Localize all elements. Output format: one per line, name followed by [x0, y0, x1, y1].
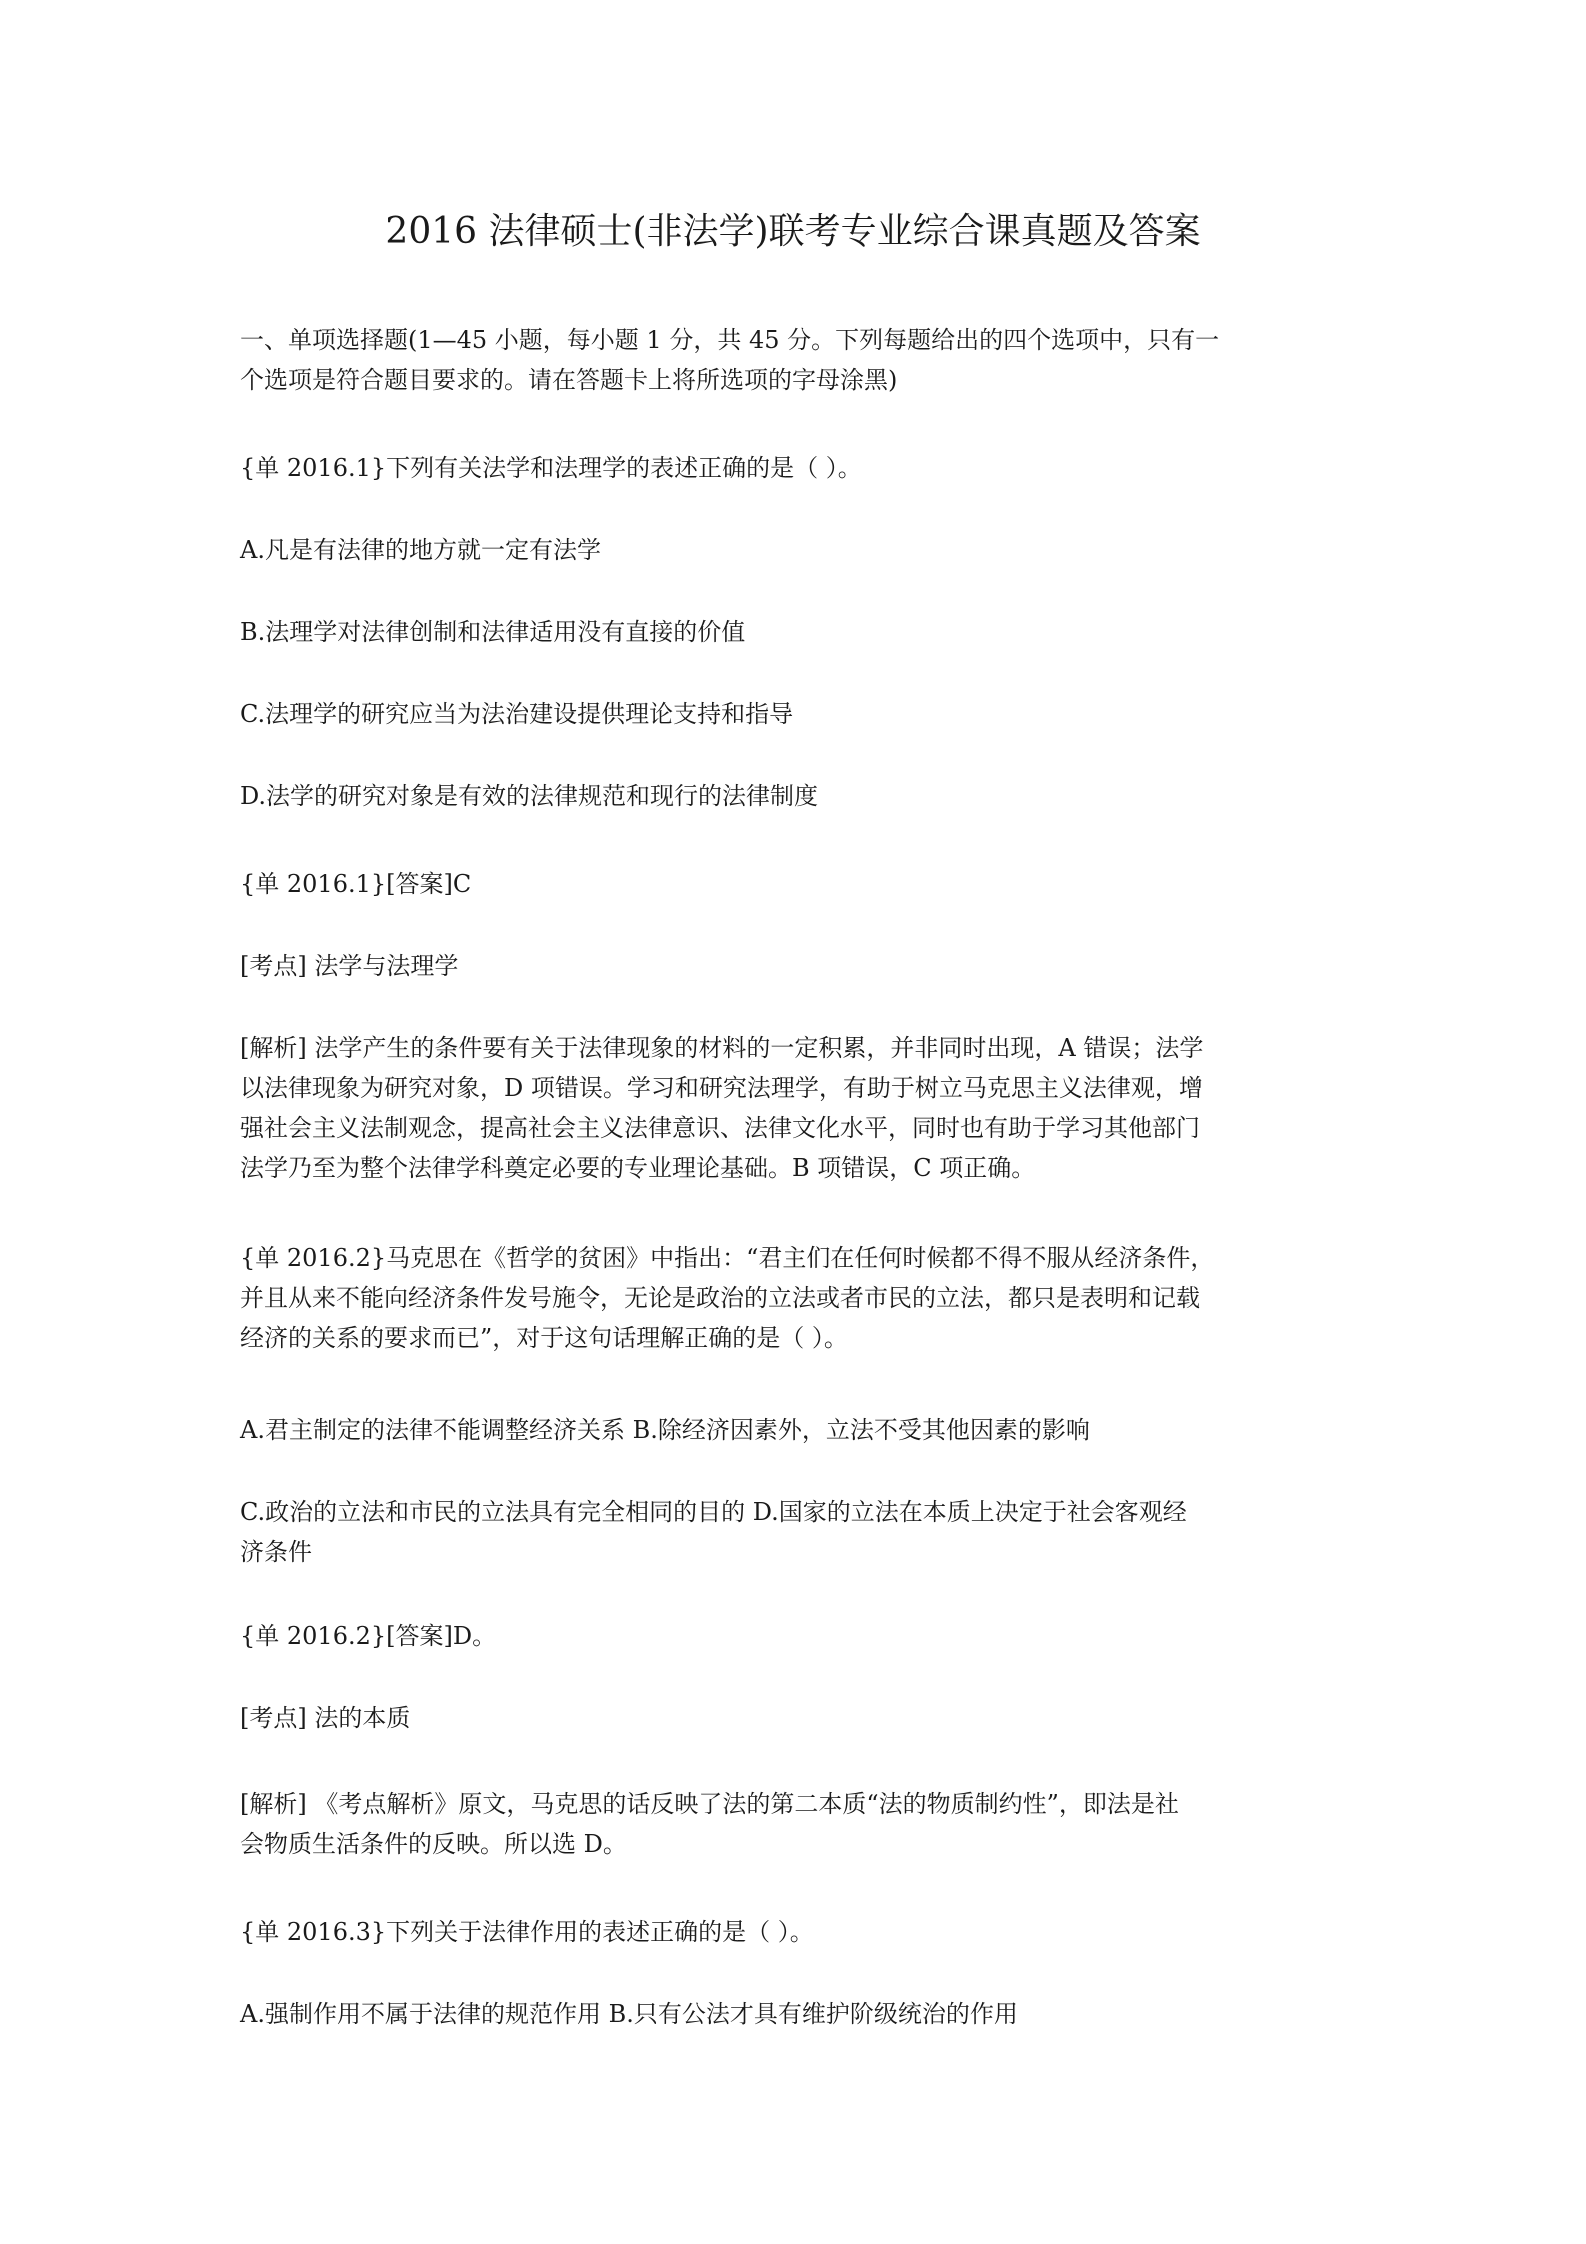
question-2-key-point: [考点] 法的本质	[240, 1704, 411, 1732]
analysis-line: [解析] 法学产生的条件要有关于法律现象的材料的一定积累，并非同时出现，A 错误；法学	[240, 1034, 1204, 1062]
question-1-option-a: A.凡是有法律的地方就一定有法学	[240, 536, 601, 564]
option-line: 济条件	[240, 1538, 312, 1566]
section-instructions	[240, 320, 1354, 400]
analysis-line: 法学乃至为整个法律学科奠定必要的专业理论基础。B 项错误，C 项正确。	[240, 1154, 1036, 1182]
question-1-option-b: B.法理学对法律创制和法律适用没有直接的价值	[240, 618, 746, 646]
question-1-option-d: D.法学的研究对象是有效的法律规范和现行的法律制度	[240, 782, 819, 810]
question-3-options-ab: A.强制作用不属于法律的规范作用 B.只有公法才具有维护阶级统治的作用	[240, 2000, 1018, 2028]
document-title: 2016 法律硕士(非法学)联考专业综合课真题及答案	[385, 211, 1201, 252]
question-2-answer: {单 2016.2}[答案]D。	[240, 1622, 497, 1650]
stem-line: 经济的关系的要求而已”，对于这句话理解正确的是（ ）。	[240, 1324, 848, 1352]
question-2-options-ab: A.君主制定的法律不能调整经济关系 B.除经济因素外，立法不受其他因素的影响	[240, 1416, 1090, 1444]
question-1-stem: {单 2016.1}下列有关法学和法理学的表述正确的是（ ）。	[240, 454, 862, 482]
analysis-line: 会物质生活条件的反映。所以选 D。	[240, 1830, 627, 1858]
stem-line: {单 2016.2}马克思在《哲学的贫困》中指出：“君主们在任何时候都不得不服从经济条件，	[240, 1244, 1215, 1272]
instruction-line: 个选项是符合题目要求的。请在答题卡上将所选项的字母涂黑)	[240, 366, 898, 394]
analysis-line: 以法律现象为研究对象，D 项错误。学习和研究法理学，有助于树立马克思主义法律观，增	[240, 1074, 1203, 1102]
stem-line: 并且从来不能向经济条件发号施令，无论是政治的立法或者市民的立法，都只是表明和记载	[240, 1284, 1200, 1312]
question-1-key-point: [考点] 法学与法理学	[240, 952, 459, 980]
question-2-stem	[240, 1238, 1354, 1358]
question-2-options-cd	[240, 1492, 1354, 1572]
question-1-answer: {单 2016.1}[答案]C	[240, 870, 472, 898]
question-3-stem: {单 2016.3}下列关于法律作用的表述正确的是（ ）。	[240, 1918, 814, 1946]
instruction-line: 一、单项选择题(1—45 小题，每小题 1 分，共 45 分。下列每题给出的四个选项中，只有一	[240, 326, 1220, 354]
analysis-line: 强社会主义法制观念，提高社会主义法律意识、法律文化水平，同时也有助于学习其他部门	[240, 1114, 1200, 1142]
question-2-analysis	[240, 1784, 1354, 1864]
option-line: C.政治的立法和市民的立法具有完全相同的目的 D.国家的立法在本质上决定于社会客观经	[240, 1498, 1187, 1526]
analysis-line: [解析] 《考点解析》原文，马克思的话反映了法的第二本质“法的物质制约性”，即法是社	[240, 1790, 1179, 1818]
question-1-option-c: C.法理学的研究应当为法治建设提供理论支持和指导	[240, 700, 794, 728]
question-1-analysis	[240, 1028, 1354, 1188]
